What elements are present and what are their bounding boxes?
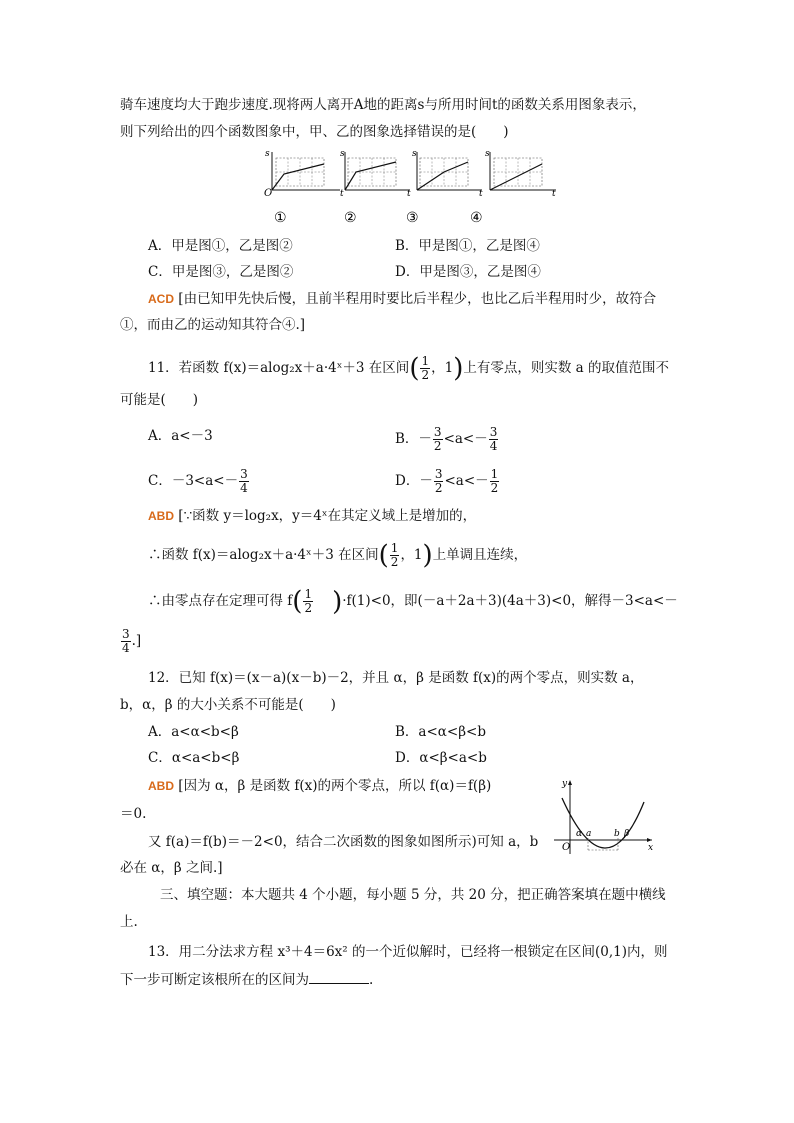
q11-explain-1: ABD [∵函数 y＝log₂x，y＝4ˣ在其定义域上是增加的， [148, 508, 477, 524]
graph-1 [264, 149, 344, 199]
graph-4-axis-t: t [552, 189, 556, 199]
fig-y-label: y [562, 779, 568, 789]
q10-graphs [260, 148, 560, 230]
fig-a: a [586, 829, 592, 839]
graph-1-axis-s: s [265, 149, 270, 159]
fig-beta: β [624, 829, 630, 839]
q12-option-d: D．α<β<a<b [395, 750, 487, 766]
graph-label-3: ③ [406, 210, 419, 226]
graph-label-2: ② [344, 210, 357, 226]
graph-2-axis-s: s [340, 149, 345, 159]
graph-1-axis-t: t [340, 189, 344, 199]
q13-line2: 下一步可断定该根所在的区间为 . [120, 969, 373, 990]
graph-3-axis-t: t [479, 189, 483, 199]
fig-b: b [614, 829, 620, 839]
section3-line1: 三、填空题：本大题共 4 个小题，每小题 5 分，共 20 分，把正确答案填在题中横线 [160, 887, 666, 903]
q12-explain-1: ABD [因为 α，β 是函数 f(x)的两个零点，所以 f(α)＝f(β) [148, 778, 492, 794]
q11-stem-post: 上有零点，则实数 a 的取值范围不 [463, 360, 669, 376]
q10-explain-2: ①，而由乙的运动知其符合④.] [120, 317, 306, 333]
q12-option-a: A．a<α<b<β [148, 724, 239, 740]
q12-option-c: C．α<a<b<β [148, 750, 240, 766]
q13-line1: 13．用二分法求方程 x³＋4＝6x² 的一个近似解时，已经将一根锁定在区间(0,1)内，则 [148, 944, 668, 960]
q12-parabola-figure [548, 776, 658, 858]
q12-option-b: B．a<α<β<b [395, 724, 486, 740]
graph-3-axis-s: s [412, 149, 417, 159]
q11-option-c: C．－3<a<－ $\frac{3}{4}$ [148, 467, 248, 495]
q10-explain-text-1: [由已知甲先快后慢，且前半程用时要比后半程少，也比乙后半程用时少，故符合 [178, 291, 657, 307]
fig-alpha: α [576, 829, 583, 839]
graph-2 [340, 149, 411, 199]
q12-explain-3: 又 f(a)＝f(b)＝－2<0，结合二次函数的图象如图所示)可知 a，b [148, 834, 539, 850]
q12-explain-4: 必在 α，β 之间.] [120, 860, 223, 876]
q12-stem-line1: 12．已知 f(x)＝(x－a)(x－b)－2，并且 α，β 是函数 f(x)的两个零点，则实数 a， [148, 670, 644, 686]
fig-x-label: x [648, 843, 654, 853]
q12-answer: ABD [148, 779, 174, 793]
q10-stem-line2: 则下列给出的四个函数图象中，甲、乙的图象选择错误的是( ) [120, 124, 509, 140]
q11-stem-line1: 11．若函数 f(x)＝alog₂x＋a·4ˣ＋3 在区间( $\frac{1}{2}$ ，1)上有零点，则实数 a 的取值范围不 [148, 353, 669, 384]
q10-option-c: C．甲是图③，乙是图② [148, 264, 294, 280]
q10-stem-line1: 骑车速度均大于跑步速度.现将两人离开A地的距离s与所用时间t的函数关系用图象表示， [120, 97, 646, 113]
graph-label-4: ④ [470, 210, 483, 226]
q10-option-d: D．甲是图③，乙是图④ [395, 264, 541, 280]
q11-option-a: A．a<－3 [148, 428, 213, 444]
graph-label-1: ① [274, 210, 287, 226]
q13-answer-blank[interactable] [309, 969, 369, 984]
graph-1-origin: O [264, 188, 273, 199]
q11-explain-2: ∴函数 f(x)＝alog₂x＋a·4ˣ＋3 在区间( $\frac{1}{2}$ ，1)上单调且连续， [148, 540, 528, 571]
q10-option-b: B．甲是图①，乙是图④ [395, 238, 540, 254]
q11-stem-pre: 11．若函数 f(x)＝alog₂x＋a·4ˣ＋3 在区间 [148, 360, 410, 376]
q11-answer: ABD [148, 509, 174, 523]
q10-answer: ACD [148, 292, 174, 306]
graph-2-axis-t: t [407, 189, 411, 199]
graph-4-axis-s: s [485, 149, 490, 159]
q10-option-a: A．甲是图①，乙是图② [148, 238, 293, 254]
q11-stem-line2: 可能是( ) [120, 392, 199, 408]
q11-stem-mid: ，1 [431, 360, 454, 376]
q11-frac-half: $\frac{1}{2}$ [421, 354, 430, 382]
graph-4 [485, 149, 556, 199]
section3-line2: 上. [120, 914, 138, 930]
q11-explain-3: ∴由零点存在定理可得 f( $\frac{1}{2}$ )·f(1)<0，即(－a＋2a＋3)(4a＋3)<0，解得－3<a<－ [148, 586, 678, 617]
q11-option-b: B．－ $\frac{3}{2}$ <a<－ $\frac{3}{4}$ [395, 425, 498, 453]
q10-explain-1 [148, 289, 656, 309]
q11-option-d: D．－ $\frac{3}{2}$ <a<－ $\frac{1}{2}$ [395, 467, 499, 495]
graph-3 [412, 149, 483, 199]
q12-stem-line2: b，α，β 的大小关系不可能是( ) [120, 697, 336, 713]
q11-explain-4: $\frac{3}{4}$ .] [122, 627, 142, 655]
q12-explain-2: ＝0. [120, 806, 147, 822]
fig-origin: O [562, 842, 571, 853]
